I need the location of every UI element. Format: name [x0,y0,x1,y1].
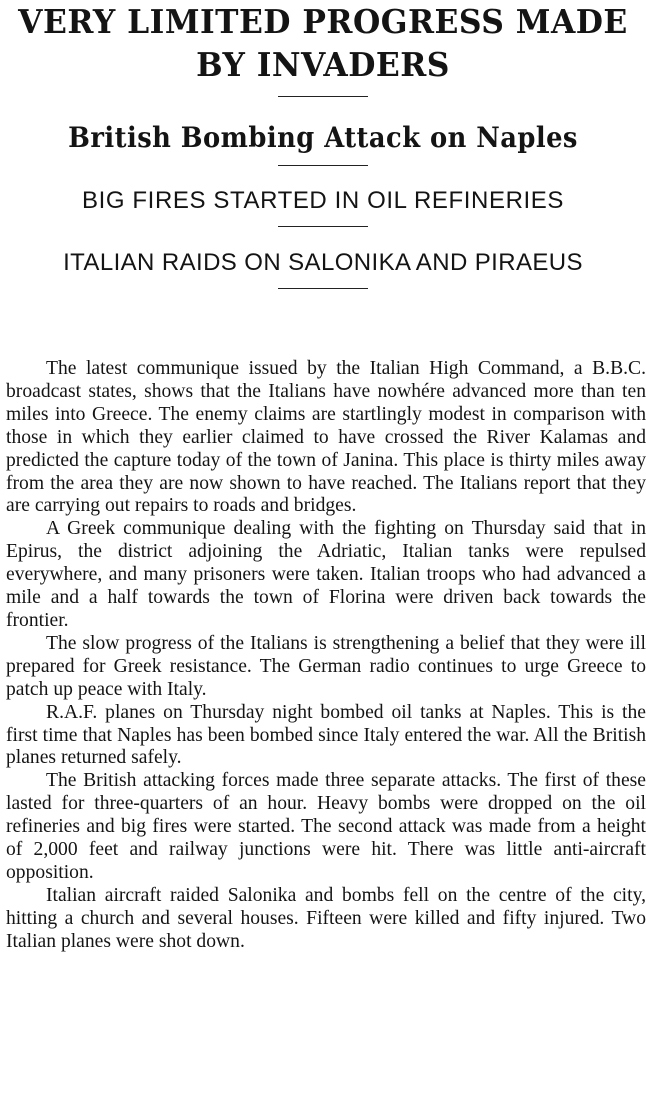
headline-rule [278,226,368,227]
headline-rule [278,165,368,166]
article-paragraph: The latest communique issued by the Italian High Command, a B.B.C. broadcast states, shows that the Italians have nowhére advanced more than ten miles into Greece. The enemy claims are startlingly modest in comparison with those in which they earlier claimed to have crossed the River Kalamas and predicted the capture today of the town of Janina. This place is thirty miles away from the area they are now shown to have reached. The Italians report that they are carrying out repairs to roads and bridges. [6,358,646,517]
article-paragraph: R.A.F. planes on Thursday night bombed oil tanks at Naples. This is the first time that Naples has been bombed since Italy entered the war. All the British planes returned safely. [6,701,646,769]
article-paragraph: The slow progress of the Italians is strengthening a belief that they were ill prepared for Greek resistance. The German radio continues to urge Greece to patch up peace with Italy. [6,632,646,700]
main-headline: VERY LIMITED PROGRESS MADE BY INVADERS [18,2,628,84]
article-paragraph: Italian aircraft raided Salonika and bombs fell on the centre of the city, hitting a church and several houses. Fifteen were killed and fifty injured. Two Italian planes were shot down. [6,884,646,952]
subheadline-naples: British Bombing Attack on Naples [68,121,578,154]
headline-rule [278,288,368,289]
subheadline-italian-raids: ITALIAN RAIDS ON SALONIKA AND PIRAEUS [63,249,583,276]
article-body [6,358,646,954]
headline-rule [278,96,368,97]
subheadline-oil-refineries: BIG FIRES STARTED IN OIL REFINERIES [82,187,564,214]
article-paragraph: A Greek communique dealing with the fighting on Thursday said that in Epirus, the district adjoining the Adriatic, Italian tanks were repulsed everywhere, and many prisoners were taken. Italian troops who had advanced a mile and a half towards the town of Florina were driven back towards the frontier. [6,518,646,631]
article-paragraph: The British attacking forces made three separate attacks. The first of these lasted for three-quarters of an hour. Heavy bombs were dropped on the oil refineries and big fires were started. The second attack was made from a height of 2,000 feet and railway junctions were hit. There was little anti-aircraft opposition. [6,770,646,883]
